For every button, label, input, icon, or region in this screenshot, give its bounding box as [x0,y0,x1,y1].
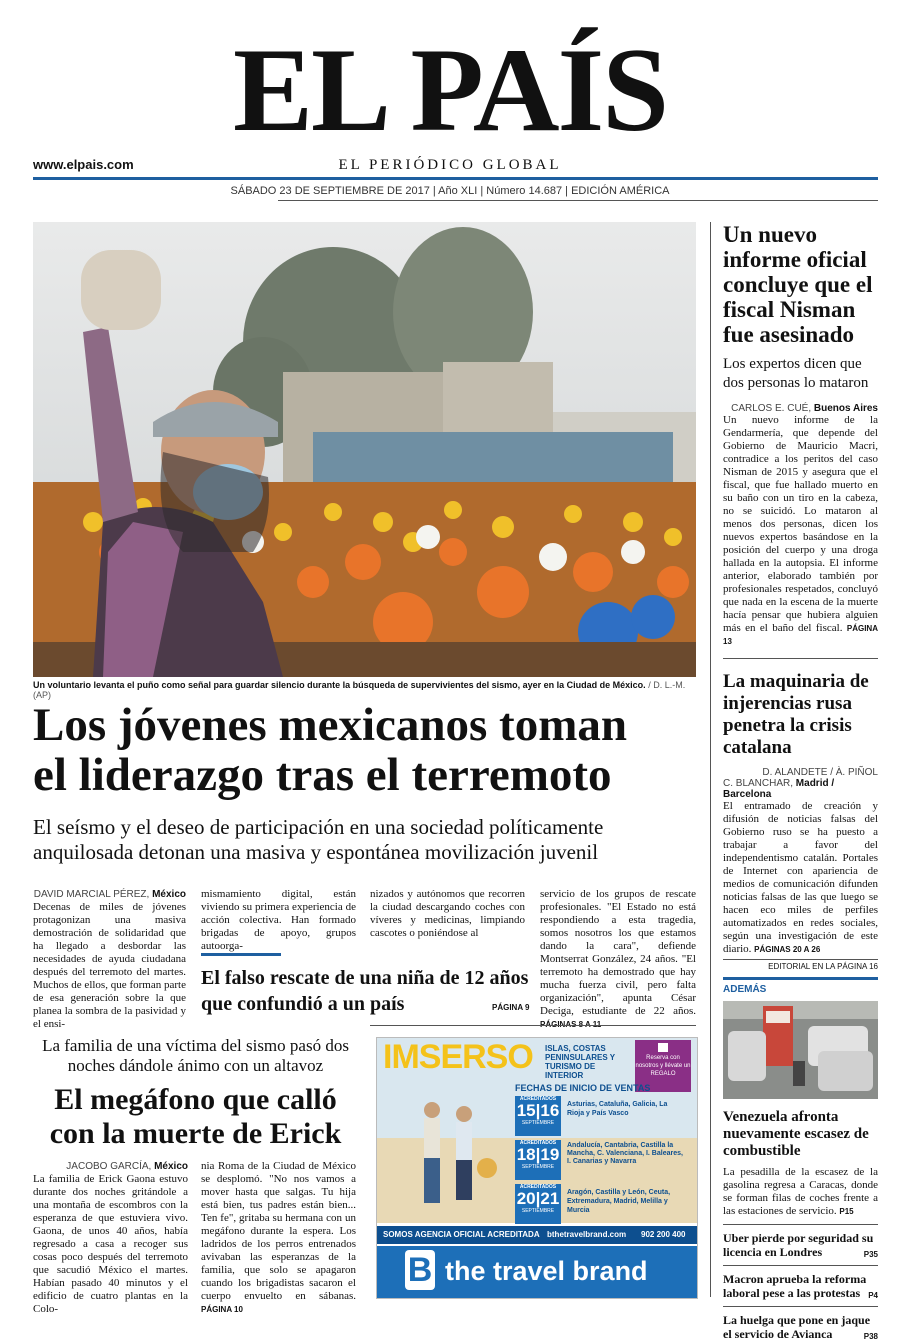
lead-column-2: mismamiento digital, están viviendo su primera experiencia de acción colectiva. Han formado brigadas de apoyo, grupos autoorga- [201,888,356,952]
ad-brand: IMSERSO [383,1038,533,1076]
ad-date-row [515,1096,685,1136]
ad-tagline: ISLAS, COSTAS PENINSULARES Y TURISMO DE INTERIOR [545,1044,615,1080]
venezuela-photo-illustration [723,1001,878,1099]
ad-logo-text: the travel brand [445,1256,648,1286]
ad-date-numbers: 18|19 [516,1145,560,1164]
ademas-label: ADEMÁS [723,984,767,995]
rescue-headline[interactable]: El falso rescate de una niña de 12 años que confundió a un país [201,967,529,1015]
lead-byline-place: México [152,889,186,900]
lead-column-3: nizados y autónomos que recorren la ciudad descargando coches con víveres y medicinas, limpiando cascotes o poniéndose al [370,888,525,939]
catalan-byline-1: D. ALANDETE / À. PIÑOL [762,767,878,778]
catalan-headline[interactable]: La maquinaria de injerencias rusa penetra la crisis catalana [723,671,869,758]
erick-kicker: La familia de una víctima del sismo pasó dos noches dándole ánimo con un altavoz [42,1036,349,1075]
ad-date-numbers: 20|21 [516,1189,560,1208]
erick-column-2 [201,1160,356,1316]
ademas-rule [723,977,878,980]
ad-date-month: SEPTIEMBRE [521,1120,555,1126]
ad-date-numbers: 15|16 [516,1101,560,1120]
masthead-tagline: EL PERIÓDICO GLOBAL [338,157,562,173]
venezuela-page-ref: P15 [839,1207,854,1216]
ad-regions: Asturias, Cataluña, Galicia, La Rioja y País Vasco [567,1101,668,1117]
catalan-byline-2 [723,778,878,800]
ad-couple-illustration [402,1098,502,1218]
ad-date-row [515,1140,685,1180]
dateline-rule [278,200,878,201]
venezuela-body-text: La pesadilla de la escasez de la gasolina regresa a Caracas, donde se forman filas de coches frente a las estaciones de servicio. [723,1166,878,1217]
nisman-body-text: Un nuevo informe de la Gendarmería, que depende del Gobierno de Mauricio Macri, contradice a los peritos del caso Nisman de 2015 y asegura que el fiscal, que fue hallado muerto en su baño con un tiro en la cabeza, no se suicidó. Lo mataron al menos dos personas, dicen los nuevos expertos basándose en la posición del cuerpo y una droga hallada en la autopsia. El informe anterior, elaborado también por profesionales respetados, concluyó que nada en la escena de la muerte hacía pensar que hubiera alguien más en el baño del fiscal. [723,414,878,634]
travel-brand-logo-icon: B [405,1250,435,1290]
nisman-byline-author: CARLOS E. CUÉ, [731,403,812,414]
ad-date-month: SEPTIEMBRE [521,1164,555,1170]
ad-agency-bar [377,1226,697,1244]
ad-date-month: SEPTIEMBRE [521,1208,555,1214]
lead-subhead-line-2: anquilosada detonan una masiva y espontánea movilización juvenil [33,840,599,864]
erick-byline-place: México [154,1161,188,1172]
masthead-title: EL PAÍS [233,23,667,156]
ademas-item[interactable] [723,1231,878,1259]
nisman-byline [723,403,878,414]
ad-url[interactable]: bthetravelbrand.com [547,1230,627,1239]
lead-byline [33,888,186,901]
ad-agency: SOMOS AGENCIA OFICIAL ACREDITADA [383,1230,540,1239]
catalan-page-ref: PÁGINAS 20 A 26 [754,945,821,954]
erick-byline-author: JACOBO GARCÍA, [66,1161,152,1172]
website-link[interactable]: www.elpais.com [33,157,134,172]
ad-date-tag: ACREDITADOS [519,1184,557,1190]
ad-date-row [515,1184,685,1224]
ademas-item-ref: P38 [863,1332,878,1341]
gift-icon [658,1043,668,1052]
nisman-subhead: Los expertos dicen que dos personas lo mataron [723,356,869,391]
catalan-body-text: El entramado de creación y difusión de noticias falsas del Gobierno ruso se ha puesto a trabajar a favor del independentismo catalán. Portales de Internet con apariencia de medios de comunicación difunden noticias falsas de las que luego se hacen eco miles de perfiles automatizados en redes sociales, según una investigación de este diario. [723,800,878,955]
ademas-item[interactable] [723,1313,878,1341]
ad-date-box [515,1096,561,1136]
imserso-advertisement[interactable] [376,1037,698,1299]
ademas-item-ref: P4 [868,1291,878,1300]
ademas-item-ref: P35 [863,1250,878,1259]
lead-subhead-line-1: El seísmo y el deseo de participación en una sociedad políticamente [33,815,604,839]
venezuela-photo [723,1001,878,1099]
ademas-item-text: Uber pierde por seguridad su licencia en Londres [723,1231,874,1259]
ademas-item[interactable] [723,1272,878,1300]
ad-regions: Andalucía, Cantabria, Castilla la Mancha, C. Valenciana, I. Baleares, I. Canarias y Navarra [567,1142,683,1165]
lead-photo-illustration [33,222,696,677]
venezuela-body [723,1166,878,1218]
ad-gift-badge-text: Reserva con nosotros y llévate un REGALO [635,1055,691,1077]
erick-column-1 [33,1160,188,1316]
ad-regions: Aragón, Castilla y León, Ceuta, Extremadura, Madrid, Melilla y Murcia [567,1189,671,1214]
catalan-rule [723,959,878,960]
ademas-item-text: Macron aprueba la reforma laboral pese a las protestas [723,1272,867,1300]
nisman-byline-place: Buenos Aires [813,403,878,414]
lead-photo [33,222,696,677]
lead-headline[interactable] [33,700,698,800]
photo-caption-text: Un voluntario levanta el puño como señal para guardar silencio durante la búsqueda de supervivientes del sismo, ayer en la Ciudad de México. [33,680,646,690]
masthead-rule [33,177,878,180]
right-column-divider [710,222,711,1297]
erick-page-ref: PÁGINA 10 [201,1305,243,1314]
catalan-editorial-ref: EDITORIAL EN LA PÁGINA 16 [768,962,878,971]
venezuela-headline[interactable]: Venezuela afronta nuevamente escasez de combustible [723,1109,869,1159]
rescue-accent-rule [201,953,281,956]
ademas-item-rule [723,1265,878,1266]
nisman-rule [723,658,878,659]
erick-byline [33,1160,188,1173]
right-column [723,222,878,1344]
nisman-body [723,414,878,648]
ademas-item-rule [723,1224,878,1225]
rescue-rule [370,1025,696,1026]
lead-column-1-text: Decenas de miles de jóvenes protagonizan una masiva demostración de solidaridad que ha llegado a desbordar las necesidades de ayuda ciudadana después del terremoto del martes. Muchos de ellos, que forman parte de esa generación sobre la que planea la sombra de la pasividad y el ensi- [33,901,186,1030]
ad-date-box [515,1184,561,1224]
rescue-page-ref: PÁGINA 9 [492,1003,530,1012]
lead-column-1 [33,888,186,1031]
nisman-headline[interactable]: Un nuevo informe oficial concluye que el fiscal Nisman fue asesinado [723,222,873,347]
erick-column-1-text: La familia de Erick Gaona estuvo durante dos noches gritándole a una montaña de escombros con la esperanza de que estuviera vivo. Gaona, de unos 40 años, había regresado a casa a recoger sus cosas poco después del terremoto que sacudió México el martes. Habían pasado 40 minutos y el edificio de cuatro plantas en la Colo- [33,1173,188,1315]
lead-column-4-text: servicio de los grupos de rescate profesionales. "El Estado no está respondiendo a esta tragedia, somos nosotros los que estamos dando la cara", defiende Montserrat González, 24 años. "El terremoto ha demostrado que hay mucha fuerza civil, pero falta organización", apunta César Deciga, estudiante de 22 años. [540,888,696,1017]
ad-date-tag: ACREDITADOS [519,1096,557,1102]
photo-caption [33,680,698,700]
catalan-body [723,800,878,956]
erick-column-2-text: nia Roma de la Ciudad de México se desplomó. "No nos vamos a mover hasta que salgas. Tu hija está bien, tus padres están bien... Ten fe", gritaba su hermana con un megáfono durante la espera. Los ladridos de los perros entrenados avivaban las esperanzas de la familia, que solo se apagaron cuando los brigadistas sacaron el cuerpo envuelto en sábanas. [201,1160,356,1302]
lead-headline-line-2: el liderazgo tras el terremoto [33,749,612,801]
ad-phone[interactable]: 902 200 400 [641,1230,686,1239]
ademas-item-rule [723,1306,878,1307]
ad-fechas-label: FECHAS DE INICIO DE VENTAS [515,1083,651,1093]
ad-date-rows [515,1096,685,1224]
nisman-page-ref: PÁGINA 13 [723,624,878,646]
catalan-byline-place: Madrid / Barcelona [723,778,835,800]
lead-headline-line-1: Los jóvenes mexicanos toman [33,699,627,751]
lead-byline-author: DAVID MARCIAL PÉREZ, [33,889,150,900]
dateline: SÁBADO 23 DE SEPTIEMBRE DE 2017 | Año XLI | Número 14.687 | EDICIÓN AMÉRICA [230,185,670,197]
photo-credit: / D. L.-M. (AP) [33,680,686,700]
catalan-byline-author: C. BLANCHAR, [723,778,794,789]
ad-date-box [515,1140,561,1180]
ademas-item-text: La huelga que pone en jaque el servicio de Avianca [723,1313,871,1341]
lead-column-4 [540,888,696,1031]
lead-subhead [33,815,698,865]
erick-headline[interactable]: El megáfono que calló con la muerte de Erick [49,1083,342,1150]
ad-date-tag: ACREDITADOS [519,1140,557,1146]
